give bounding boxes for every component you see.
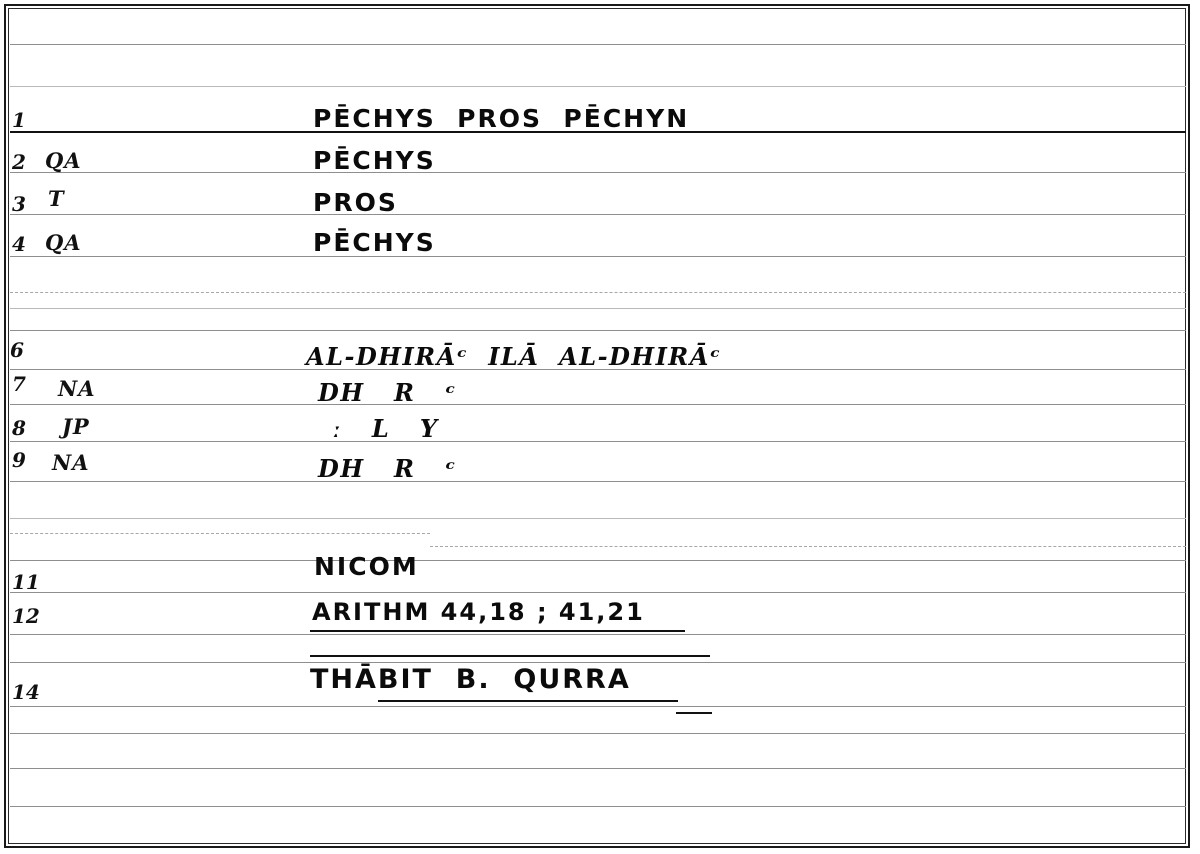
- rule-line: [10, 533, 430, 534]
- rule-line: [10, 560, 1186, 561]
- rule-line: [430, 546, 1186, 547]
- row-number: 6: [10, 338, 24, 362]
- rule-line: [10, 441, 1186, 442]
- row-text: DH R ᶜ: [318, 454, 457, 483]
- row-text: ARITHM 44,18 ; 41,21: [312, 598, 645, 626]
- rule-line: [10, 404, 1186, 405]
- rule-line: [10, 44, 1186, 45]
- row-code: T: [48, 186, 65, 211]
- row-code: QA: [45, 230, 82, 255]
- row-number: 3: [12, 192, 26, 216]
- row-number: 11: [12, 570, 40, 594]
- rule-line: [10, 86, 1186, 87]
- rule-line: [10, 662, 1186, 663]
- rule-line: [10, 634, 1186, 635]
- rule-line: [10, 768, 1186, 769]
- row-number: 14: [12, 680, 40, 704]
- row-code: NA: [58, 376, 96, 401]
- rule-line: [10, 292, 430, 293]
- underline-mark: [310, 655, 710, 657]
- row-text: PĒCHYS: [313, 146, 436, 175]
- row-text: NICOM: [314, 552, 419, 581]
- rule-line: [10, 733, 1186, 734]
- row-code: JP: [62, 414, 90, 439]
- row-text: DH R ᶜ: [318, 378, 457, 407]
- rule-line: [10, 256, 1186, 257]
- rule-line: [10, 172, 1186, 173]
- row-code: NA: [52, 450, 90, 475]
- rule-line: [10, 214, 1186, 215]
- ink-smudge: [676, 712, 712, 714]
- rule-line: [10, 308, 1186, 309]
- rule-line: [430, 292, 1186, 293]
- underline-mark: [310, 630, 685, 632]
- row-number: 12: [12, 604, 40, 628]
- row-text: PROS: [313, 188, 398, 217]
- row-text: PĒCHYS PROS PĒCHYN: [313, 104, 690, 133]
- underline-mark: [378, 700, 678, 702]
- row-number: 2: [12, 150, 26, 174]
- rule-line: [10, 806, 1186, 807]
- row-number: 8: [12, 416, 26, 440]
- row-number: 7: [12, 372, 26, 396]
- row-text: AL-DHIRĀᶜ ILĀ AL-DHIRĀᶜ: [306, 342, 722, 371]
- row-number: 9: [12, 448, 26, 472]
- row-text: ː L Y: [332, 414, 439, 443]
- rule-line: [10, 330, 1186, 331]
- row-number: 4: [12, 232, 26, 256]
- row-text: THĀBIT B. QURRA: [310, 664, 631, 695]
- card-border-inner: [8, 8, 1186, 844]
- rule-line: [10, 518, 1186, 519]
- row-number: 1: [12, 108, 26, 132]
- row-text: PĒCHYS: [313, 228, 436, 257]
- rule-line: [10, 481, 1186, 482]
- rule-line: [10, 706, 1186, 707]
- row-code: QA: [45, 148, 82, 173]
- rule-line: [10, 592, 1186, 593]
